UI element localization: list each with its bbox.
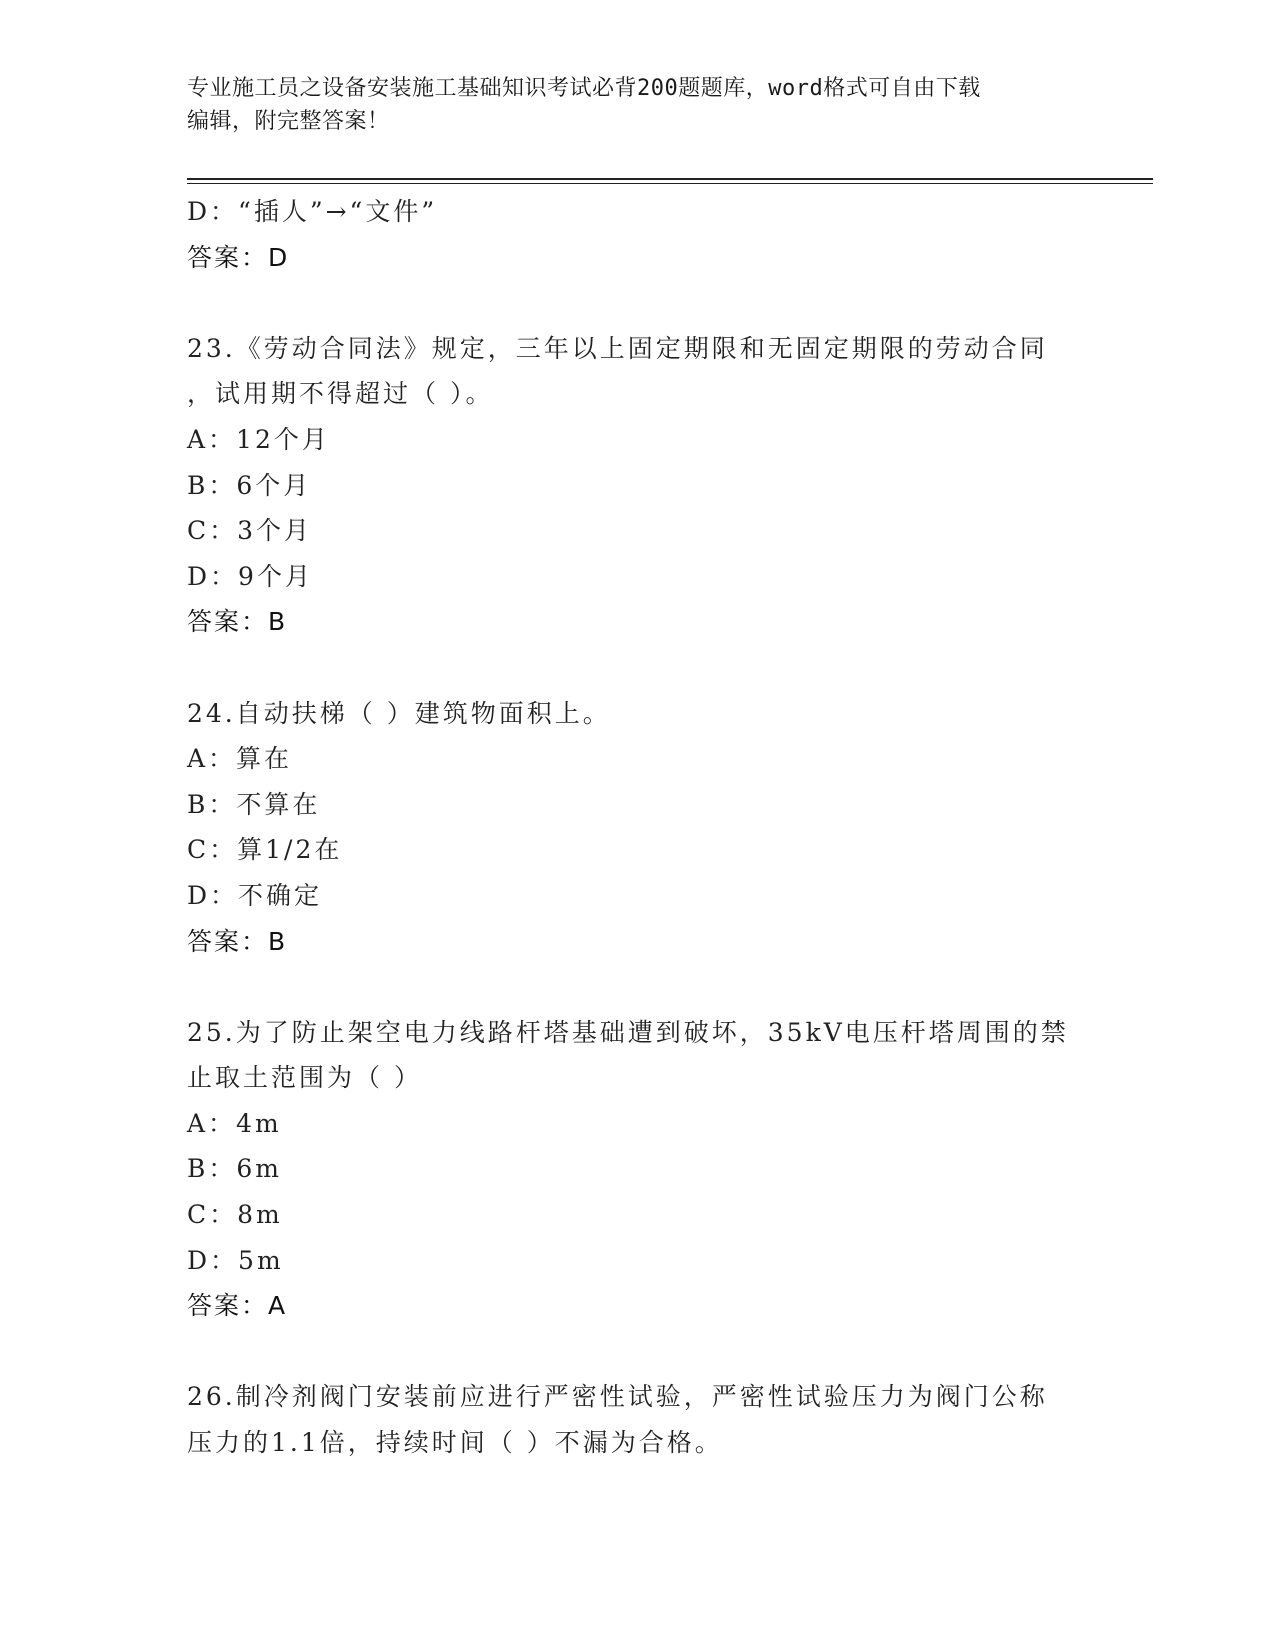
question-text-line: 26.制冷剂阀门安装前应进行严密性试验，严密性试验压力为阀门公称 (187, 1382, 1048, 1412)
question-text-line: 23.《劳动合同法》规定，三年以上固定期限和无固定期限的劳动合同 (187, 333, 1048, 363)
question-26 (187, 1374, 1087, 1465)
option-b: B：6m (187, 1154, 282, 1184)
option-d: D：不确定 (187, 880, 323, 910)
question-25 (187, 1010, 1087, 1329)
option-c: C：8m (187, 1200, 283, 1230)
question-text-line: 25.为了防止架空电力线路杆塔基础遭到破坏，35kV电压杆塔周围的禁 (187, 1017, 1069, 1047)
header-divider-thick (187, 178, 1153, 180)
document-body (187, 189, 1087, 1466)
previous-question-tail (187, 189, 1087, 280)
spacer (187, 280, 1087, 326)
question-text-line: 压力的1.1倍，持续时间（ ）不漏为合格。 (187, 1428, 723, 1458)
option-c: C：算1/2在 (187, 835, 343, 865)
spacer (187, 1329, 1087, 1375)
header-line-2: 编辑，附完整答案！ (187, 109, 390, 134)
header-divider-thin (187, 183, 1153, 184)
option-b: B：6个月 (187, 470, 312, 500)
option-d: D：5m (187, 1245, 284, 1275)
document-header (187, 72, 1087, 138)
answer-line: 答案：B (187, 607, 288, 637)
option-c: C：3个月 (187, 516, 313, 546)
answer-line: 答案：A (187, 1291, 288, 1321)
question-text-line: 24.自动扶梯（ ）建筑物面积上。 (187, 698, 611, 728)
answer-line: 答案：B (187, 926, 288, 956)
option-d: D：“插人”→“文件” (187, 197, 438, 226)
option-b: B：不算在 (187, 789, 321, 819)
header-line-1: 专业施工员之设备安装施工基础知识考试必背200题题库，word格式可自由下载 (187, 76, 981, 101)
question-text-line: ，试用期不得超过（ ）。 (187, 379, 494, 409)
spacer (187, 964, 1087, 1010)
option-d: D：9个月 (187, 561, 313, 591)
question-text-line: 止取土范围为（ ） (187, 1063, 422, 1093)
question-23 (187, 326, 1087, 645)
option-a: A：4m (187, 1108, 282, 1138)
option-a: A：算在 (187, 744, 293, 774)
question-24 (187, 691, 1087, 965)
option-a: A：12个月 (187, 424, 330, 454)
spacer (187, 645, 1087, 691)
answer-line: 答案：D (187, 242, 290, 272)
